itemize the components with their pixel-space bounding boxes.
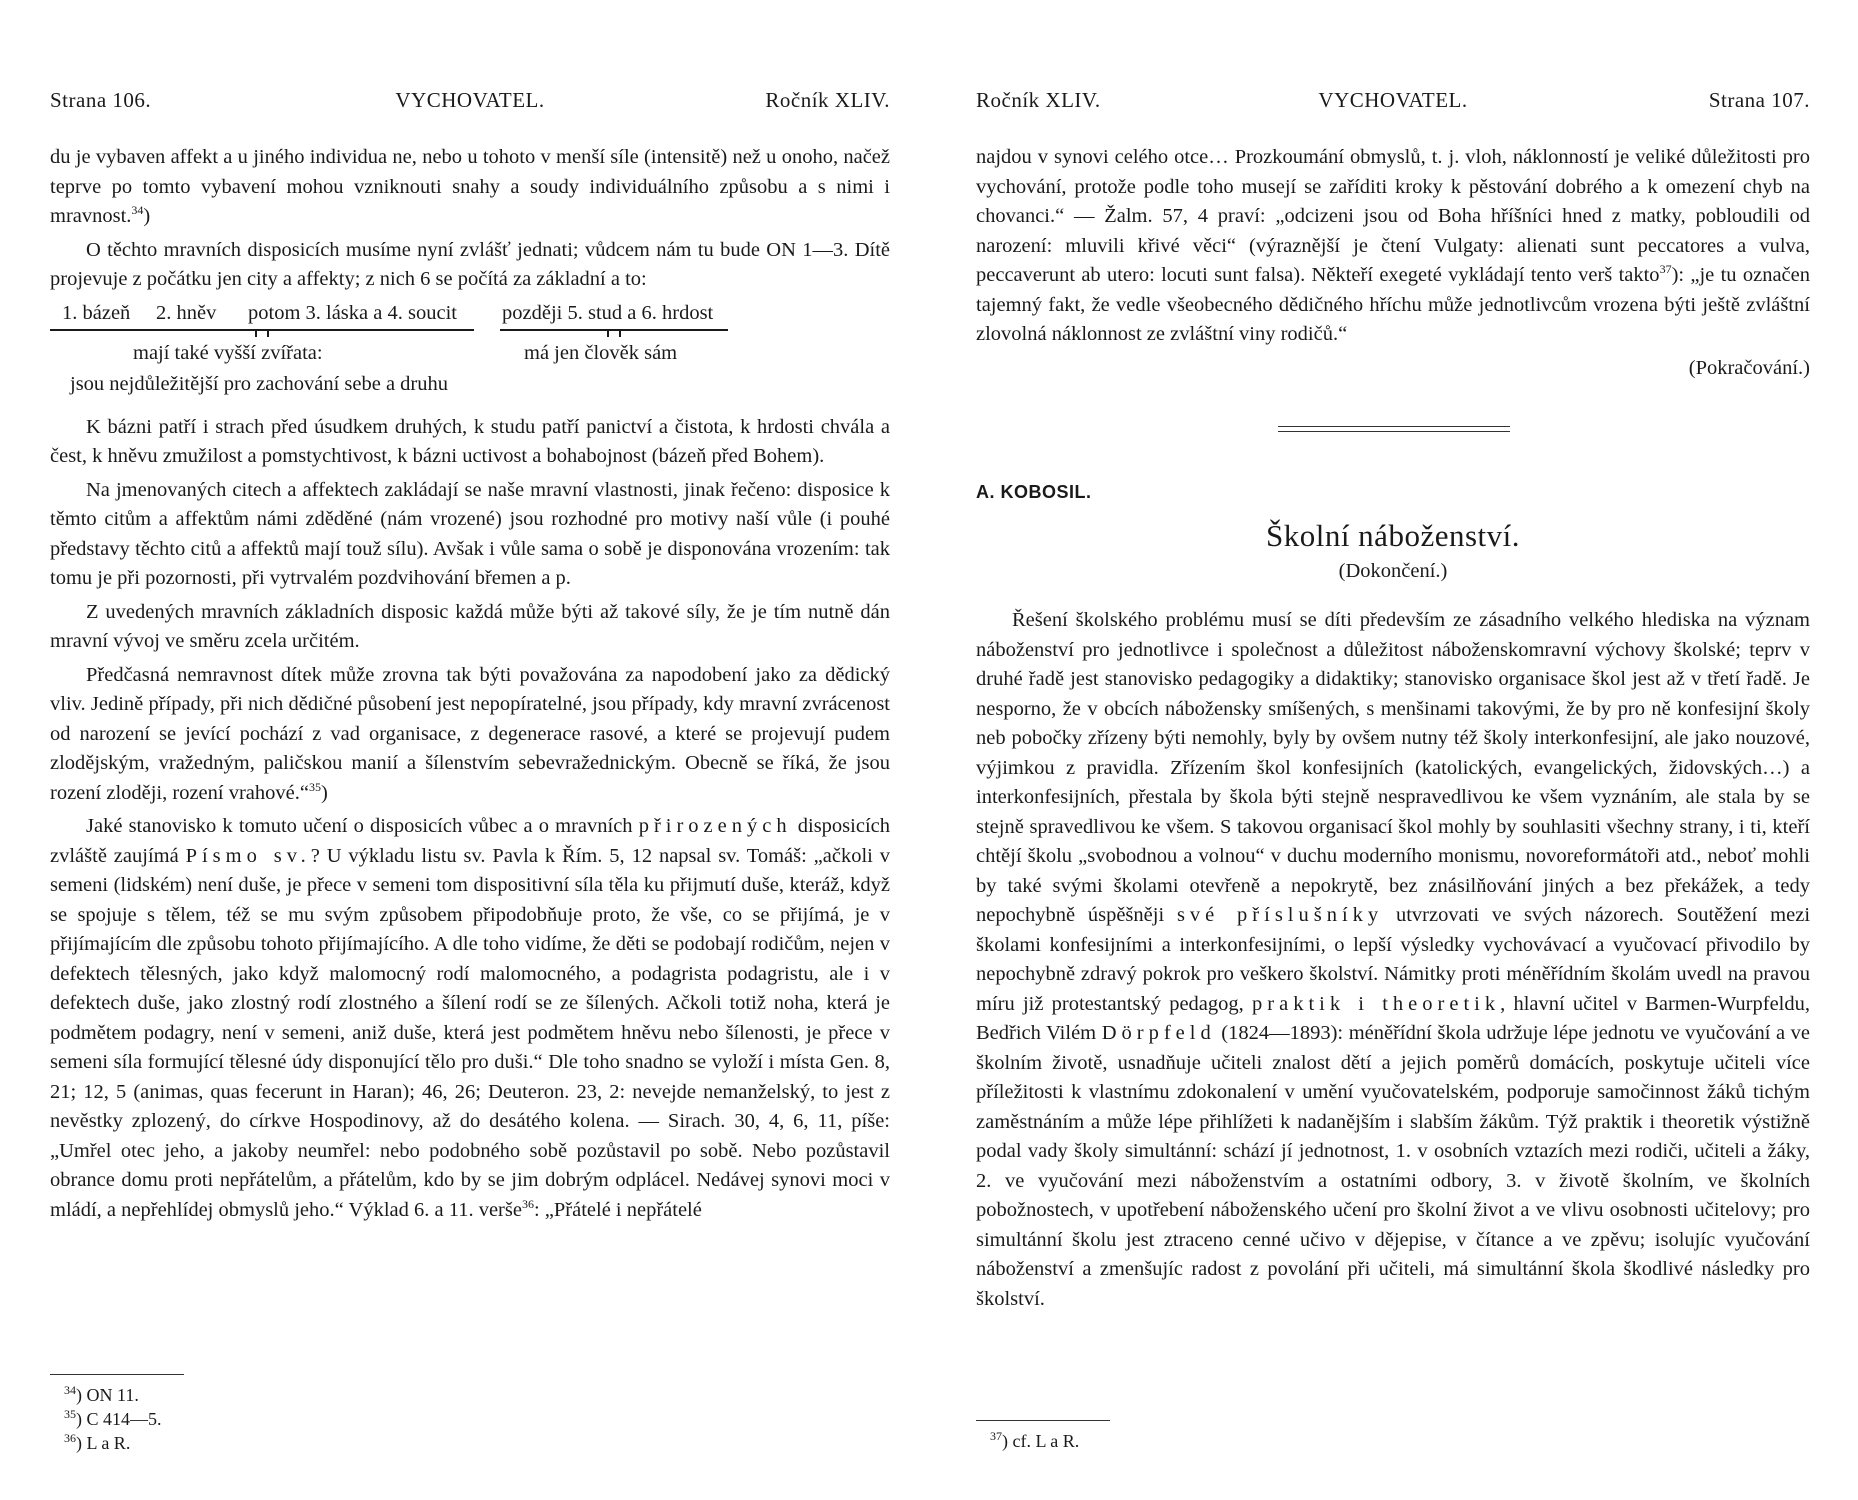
scheme-item-love: potom 3. láska a 4. soucit (248, 301, 457, 324)
right-journal-title: VYCHOVATEL. (1318, 88, 1468, 112)
scheme-item-fear: 1. bázeň (62, 301, 131, 324)
article-author: A. KOBOSIL. (976, 482, 1092, 502)
scheme-brace-left (50, 329, 474, 331)
footnote-rule (50, 1374, 184, 1375)
paragraph: Jaké stanovisko k tomuto učení o disposicích vůbec a o mravních přirozených disposicích zvláště zaujímá Písmo sv.? U výkladu listu sv. Pavla k Řím. 5, 12 napsal sv. Tomáš: „ačkoli v semeni (lidském) není duše, je přece v semeni tom dispositivní síla těla ku přijmutí duše, kteráž, když se spojuje s tělem, též se mu svým způsobem připodobňuje proto, že vše, co se přijímá, je v přijímajícím dle způsobu tohoto přijímajícího. A dle toho vidíme, že děti se podobají rodičům, nejen v defektech tělesných, jako když malomocný rodí malomocného, a podagrista podagristu, ale i v defektech duše, jako zlostný rodí zlostného a šílení rodí se ze šílených. Ačkoli totiž noha, která je podmětem podagry, není v semeni, aniž duše, která jest podmětem hněvu nebo šílenosti, je přece v semeni síla formující tělesné údy disponující tělo pro duši.“ Dle toho snadno se vyloží i místa Gen. 8, 21; 12, 5 (animas, quas fecerunt in Haran); 46, 26; Deuteron. 23, 2: nevejde nemanželský, to jest z nevěstky zplozený, do církve Hospodinovy, až do desátého kolena. — Sirach. 30, 4, 6, 11, píše: „Umřel otec jeho, a jakoby neumřel: nebo podobného sobě pozůstavil po sobě. Nebo pozůstavil obrance domu proti nepřátelům, a přátelům, kdo by se jim dobrým odplácel. Nedávej synovi moci v mládí, a nepřehlídej obmyslů jeho.“ Výklad 6. a 11. verše$^{36}$: „Přátelé i nepřátelé (50, 815, 890, 1221)
right-page (976, 0, 1810, 1500)
paragraph: Řešení školského problému musí se díti především ze zásadního velkého hlediska na význam náboženství pro jednotlivce i společnost a důležitost náboženskomravní výchovy školské; teprv v druhé řadě jest stanovisko pedagogiky a didaktiky; stanovisko organisace škol jest až v třetí řadě. Je nesporno, že v obcích nábožensky smíšených, s menšinami takovými, že by pro ně konfesijní školy neb pobočky zřízeny býti nemohly, byly by ovšem nutny též školy interkonfesijní, ale jako nouzové, výjimkou z pravidla. Zřízením škol konfesijních (katolických, evangelických, židovských…) a interkonfesijních, přestala by škola býti stejně nespravedlivou ke všem vyznáním, ale stala by se stejně spravedlivou ke všem. S takovou organisací škol mohly by souhlasiti všechny strany, i ti, kteří chtějí školu „svobodnou a volnou“ v duchu moderního monismu, novoreformátoři atd., neboť mohli by také svými školami otevřeně a nepokrytě, bez znásilňování jiných a bez překážek, a tedy nepochybně úspěšněji své příslušníky utvrzovati ve svých názorech. Soutěžení mezi školami konfesijními a interkonfesijními, o lepší výsledky vychovávací a vyučovací přivodilo by nepochybně zdravý pokrok pro veškero školství. Námitky proti méněřídním školám uvedl na pravou míru již protestantský pedagog, praktik i theoretik, hlavní učitel v Barmen-Wurpfeldu, Bedřich Vilém Dörpfeld (1824—1893): méněřídní škola udržuje lépe jednotu ve vyučování a ve školním životě, usnadňuje učiteli znalost dětí a jejich poměrů domácích, poskytuje učiteli více příležitosti k vlastnímu zdokonalení v umění vyučovatelském, podporuje samočinnost žáků tichým zaměstnáním a může lépe přihlížeti k nadanějším i slabším žákům. Týž praktik i theoretik výstižně podal vady školy simultánní: schází jí jednotnost, 1. v osobních vztazích mezi rodiči, učiteli a žáky, 2. ve vyučování mezi náboženstvím a ostatními odbory, 3. v životě školním, ve školních pobožnostech, v upotřebení náboženského učení pro školní život a ve vlivu osobnosti učitelovy; pro simultánní školu jest ztraceno cenné učivo v dějepise, v čítance a ve zpěvu; isolujíc vyučování náboženství a zmenšujíc radost z povolání při učiteli, má simultánní škola škodlivé následky pro školství. (976, 609, 1811, 1310)
footnote-ref: 37 (1659, 262, 1672, 277)
footnote: $^{37}$) cf. L a R. (990, 1429, 1080, 1451)
footnote: $^{36}$) L a R. (64, 1431, 131, 1453)
left-volume: Ročník XLIV. (765, 88, 890, 112)
left-journal-title: VYCHOVATEL. (395, 88, 545, 112)
emotions-scheme (50, 299, 890, 409)
right-body-continuation (976, 143, 1810, 383)
scheme-label-survival: jsou nejdůležitější pro zachování sebe a druhu (70, 372, 448, 395)
left-page-number: Strana 106. (50, 88, 152, 112)
scheme-item-shame: později 5. stud a 6. hrdost (502, 301, 714, 324)
right-volume: Ročník XLIV. (976, 88, 1101, 112)
paragraph: O těchto mravních disposicích musíme nyní zvlášť jednati; vůdcem nám tu bude ON 1—3. Dítě projevuje z počátku jen city a affekty; z nich 6 se počítá za základní a to: (50, 238, 890, 290)
footnote-ref: 35 (308, 779, 321, 794)
footnote: $^{34}$) ON 11. (64, 1383, 139, 1405)
paragraph: du je vybaven affekt a u jiného individua ne, nebo u tohoto v menší síle (intensitě) než u onoho, načež teprve po tomto vybavení mohou vzniknouti snahy a soudy individuálního způsobu a s nimi i mravnost.$^{34}$) (50, 146, 890, 227)
paragraph: Z uvedených mravních základních disposic každá může býti až takové síly, že je tím nutně dán mravní vývoj ve směru zcela určitém. (50, 600, 890, 652)
paragraph: Na jmenovaných citech a affektech zakládají se naše mravní vlastnosti, jinak řečeno: disposice k těmto citům a affektům námi zděděné (nám vrozené) jsou rozhodné pro motivy naší vůle (i pouhé představy těchto citů a affektů mají touž sílu). Avšak i vůle sama o sobě je disponována vrozením: tak tomu je při pozornosti, při vytrvalém pozdvihování břemen a p. (50, 478, 890, 589)
continued-note: (Pokračování.) (1688, 356, 1810, 379)
left-running-head (50, 88, 890, 118)
scheme-item-anger: 2. hněv (156, 301, 217, 324)
left-footnotes (50, 1374, 184, 1455)
paragraph: Předčasná nemravnost dítek může zrovna tak býti považována za napodobení jako za dědický vliv. Jedině případy, při nich dědičné působení jest nepopíratelné, jsou případy, kdy mravní zvrácenost od narození se jevící pochází z vad organisace, z degenerace rasové, a které se projevují pudem zlodějským, vražedným, paličskou manií a šílenstvím sebevražednickým. Obecně se říká, že jsou rození zloději, rození vrahové.“$^{35}$) (50, 663, 890, 804)
right-running-head (976, 88, 1810, 118)
article-subtitle: (Dokončení.) (1338, 560, 1448, 582)
scheme-label-animals: mají také vyšší zvířata: (133, 341, 323, 364)
article-body (976, 606, 1810, 1318)
right-footnotes (976, 1420, 1110, 1453)
section-divider (1278, 426, 1510, 436)
paragraph: K bázni patří i strach před úsudkem druhých, k studu patří panictví a čistota, k hrdosti chvála a čest, k hněvu zmužilost a pomstychtivost, k bázni uctivost a bohabojnost (bázeň před Bohem). (50, 415, 890, 467)
article-title: Školní náboženství. (1265, 518, 1521, 553)
scheme-brace-right (500, 329, 728, 331)
scheme-label-human: má jen člověk sám (524, 341, 678, 364)
footnote-ref: 36 (521, 1196, 534, 1211)
left-page (50, 0, 890, 1500)
paragraph: najdou v synovi celého otce… Prozkoumání obmyslů, t. j. vloh, náklonností je veliké důležitosti pro vychování, protože podle toho musejí se zaříditi kroky k pěstování dobrého a k omezení chyb na chovanci.“ — Žalm. 57, 4 praví: „odcizeni jsou od Boha hříšníci hned z matky, pobloudili od narození: mluvili křivé věci“ (výraznější je čtení Vulgaty: alienati sunt peccatores a vulva, peccaverunt ab utero: locuti sunt falsa). Někteří exegeté vykládají tento verš takto$^{37}$): „je tu označen tajemný fakt, že vedle všeobecného dědičného hříchu může jednotlivcům vrozena býti ještě zvláštní zlovolná náklonnost ze zvláštní viny rodičů.“ (976, 146, 1810, 345)
footnote-rule (976, 1420, 1110, 1421)
right-page-number: Strana 107. (1708, 88, 1810, 112)
left-body-text (50, 143, 890, 1229)
footnote-ref: 34 (131, 203, 144, 218)
footnote: $^{35}$) C 414—5. (64, 1407, 162, 1429)
